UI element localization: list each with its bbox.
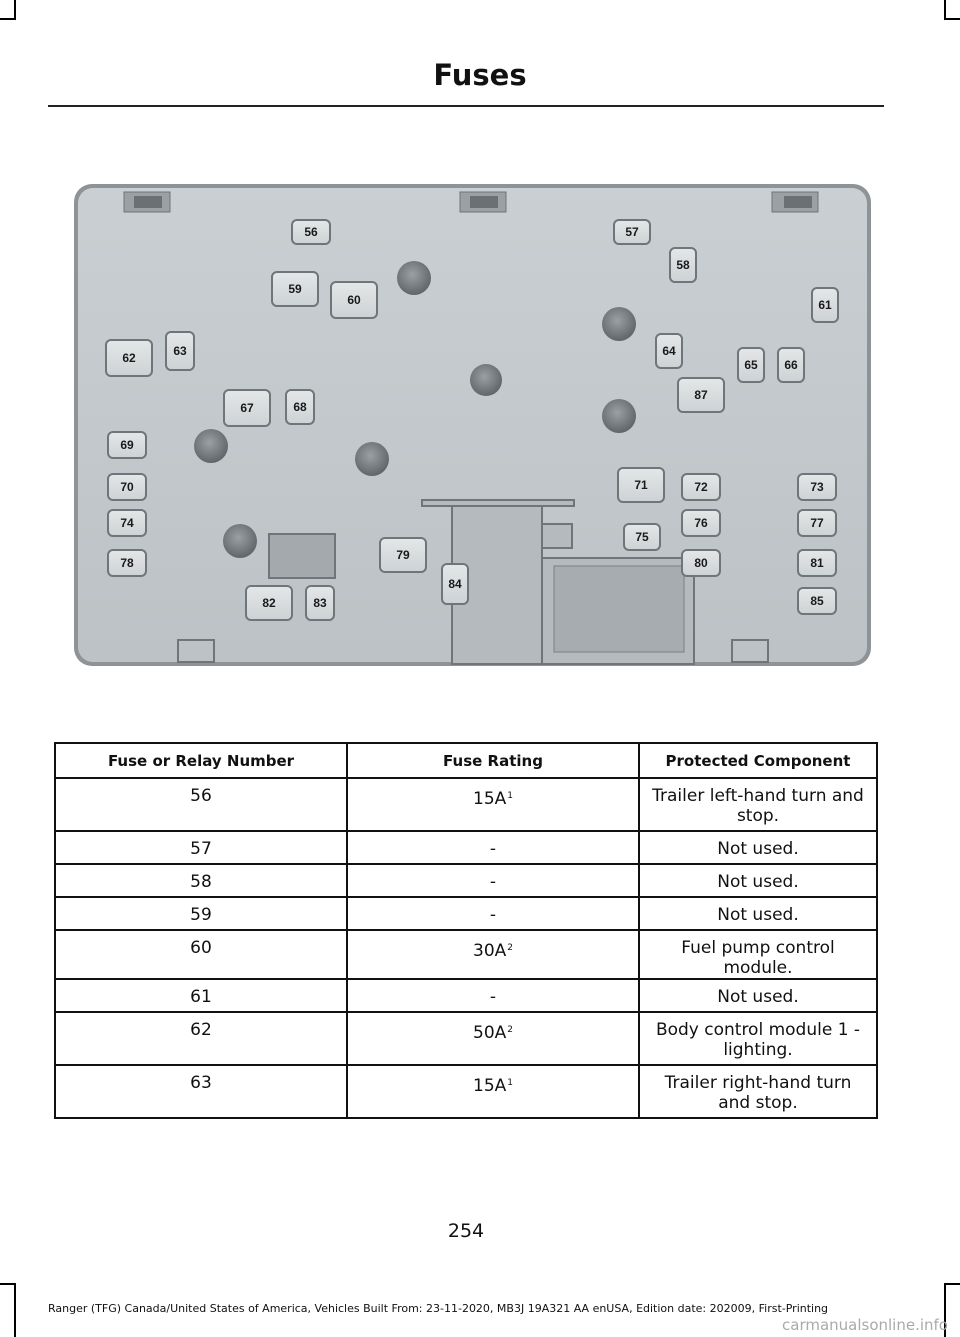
fuse-label: 80 [694, 556, 708, 570]
fuse-label: 75 [635, 530, 649, 544]
fuse-rating: - [347, 897, 639, 930]
fuse-label: 61 [818, 298, 832, 312]
fuse-label: 85 [810, 594, 824, 608]
table-row [55, 897, 877, 930]
table-row [55, 930, 877, 979]
fuse-label: 74 [120, 516, 134, 530]
table-header-row [55, 743, 877, 778]
fuse-label: 84 [448, 577, 462, 591]
fuse-rating: $15A^1$ [347, 1065, 639, 1118]
fuse-80 [682, 550, 720, 576]
fuse-label: 64 [662, 344, 676, 358]
protected-component: Not used. [639, 897, 877, 930]
fuse-77 [798, 510, 836, 536]
footnote-marker: 2 [507, 1025, 513, 1035]
fuse-rating: - [347, 864, 639, 897]
fuse-79 [380, 538, 426, 572]
fuse-label: 57 [625, 225, 639, 239]
fuse-69 [108, 432, 146, 458]
fuse-rating: - [347, 831, 639, 864]
table-row [55, 1065, 877, 1118]
fuse-number: 60 [55, 930, 347, 979]
fuse-72 [682, 474, 720, 500]
fuse-81 [798, 550, 836, 576]
table-row [55, 1012, 877, 1065]
fuse-label: 71 [634, 478, 648, 492]
fuse-box-diagram [74, 184, 871, 666]
fuse-rating: $50A^2$ [347, 1012, 639, 1065]
table-row [55, 979, 877, 1012]
fuse-label: 63 [173, 344, 187, 358]
fuse-58 [670, 248, 696, 282]
fuse-68 [286, 390, 314, 424]
table-row [55, 778, 877, 831]
fuse-83 [306, 586, 334, 620]
fuse-label: 58 [676, 258, 690, 272]
fuse-label: 82 [262, 596, 276, 610]
fuse-63 [166, 332, 194, 370]
fuse-number: 58 [55, 864, 347, 897]
footnote-marker: 2 [507, 943, 513, 953]
fuse-label: 69 [120, 438, 134, 452]
fuse-75 [624, 524, 660, 550]
fuse-label: 76 [694, 516, 708, 530]
fuse-number: 59 [55, 897, 347, 930]
fuse-rating: $30A^2$ [347, 930, 639, 979]
fuse-label: 68 [293, 400, 307, 414]
fuse-65 [738, 348, 764, 382]
crop-mark [944, 0, 946, 20]
fuse-label: 72 [694, 480, 708, 494]
fuse-label: 70 [120, 480, 134, 494]
fuse-table [54, 742, 878, 1119]
header-protected-component: Protected Component [639, 743, 877, 778]
protected-component: Not used. [639, 979, 877, 1012]
fuse-82 [246, 586, 292, 620]
fuse-67 [224, 390, 270, 426]
fuse-66 [778, 348, 804, 382]
table-row [55, 864, 877, 897]
fuse-76 [682, 510, 720, 536]
crop-mark [14, 1283, 16, 1337]
protected-component: Trailer right-hand turn and stop. [639, 1065, 877, 1118]
fuse-label: 59 [288, 282, 302, 296]
table-row [55, 831, 877, 864]
fuse-rating: $15A^1$ [347, 778, 639, 831]
title-divider [48, 105, 884, 107]
protected-component: Not used. [639, 831, 877, 864]
crop-mark [0, 1283, 16, 1285]
fuse-85 [798, 588, 836, 614]
fuse-label: 66 [784, 358, 798, 372]
fuse-number: 63 [55, 1065, 347, 1118]
fuse-label: 62 [122, 351, 136, 365]
fuse-label: 87 [694, 388, 708, 402]
fuse-label: 79 [396, 548, 410, 562]
fuse-60 [331, 282, 377, 318]
fuse-label: 67 [240, 401, 254, 415]
fuse-label: 81 [810, 556, 824, 570]
fuse-rating: - [347, 979, 639, 1012]
fuse-87 [678, 378, 724, 412]
fuse-61 [812, 288, 838, 322]
page-title: Fuses [433, 58, 527, 92]
fuse-64 [656, 334, 682, 368]
protected-component: Fuel pump control module. [639, 930, 877, 979]
fuse-label: 83 [313, 596, 327, 610]
fuse-71 [618, 468, 664, 502]
fuse-label: 56 [304, 225, 318, 239]
watermark: carmanualsonline.info [782, 1316, 948, 1334]
fuse-number: 62 [55, 1012, 347, 1065]
fuse-label: 60 [347, 293, 361, 307]
fuse-number: 57 [55, 831, 347, 864]
crop-mark [944, 18, 960, 20]
fuse-number: 56 [55, 778, 347, 831]
fuse-label: 73 [810, 480, 824, 494]
fuse-62 [106, 340, 152, 376]
protected-component: Not used. [639, 864, 877, 897]
page-footer: Ranger (TFG) Canada/United States of America, Vehicles Built From: 23-11-2020, MB3J 19A321 AA enUSA, Edition date: 202009, First-Printing [48, 1302, 829, 1315]
fuse-number: 61 [55, 979, 347, 1012]
fuse-59 [272, 272, 318, 306]
footnote-marker: 1 [507, 791, 513, 801]
fuse-label: 77 [810, 516, 824, 530]
footnote-marker: 1 [507, 1078, 513, 1088]
protected-component: Body control module 1 - lighting. [639, 1012, 877, 1065]
crop-mark [0, 18, 16, 20]
crop-mark [14, 0, 16, 20]
fuse-78 [108, 550, 146, 576]
fuse-57 [614, 220, 650, 244]
fuse-70 [108, 474, 146, 500]
fuse-74 [108, 510, 146, 536]
fuse-label: 78 [120, 556, 134, 570]
page-number: 254 [447, 1220, 485, 1242]
header-fuse-rating: Fuse Rating [347, 743, 639, 778]
protected-component: Trailer left-hand turn and stop. [639, 778, 877, 831]
fuse-84 [442, 564, 468, 604]
fuse-56 [292, 220, 330, 244]
fuse-label: 65 [744, 358, 758, 372]
header-fuse-number: Fuse or Relay Number [55, 743, 347, 778]
crop-mark [944, 1283, 960, 1285]
fuse-73 [798, 474, 836, 500]
